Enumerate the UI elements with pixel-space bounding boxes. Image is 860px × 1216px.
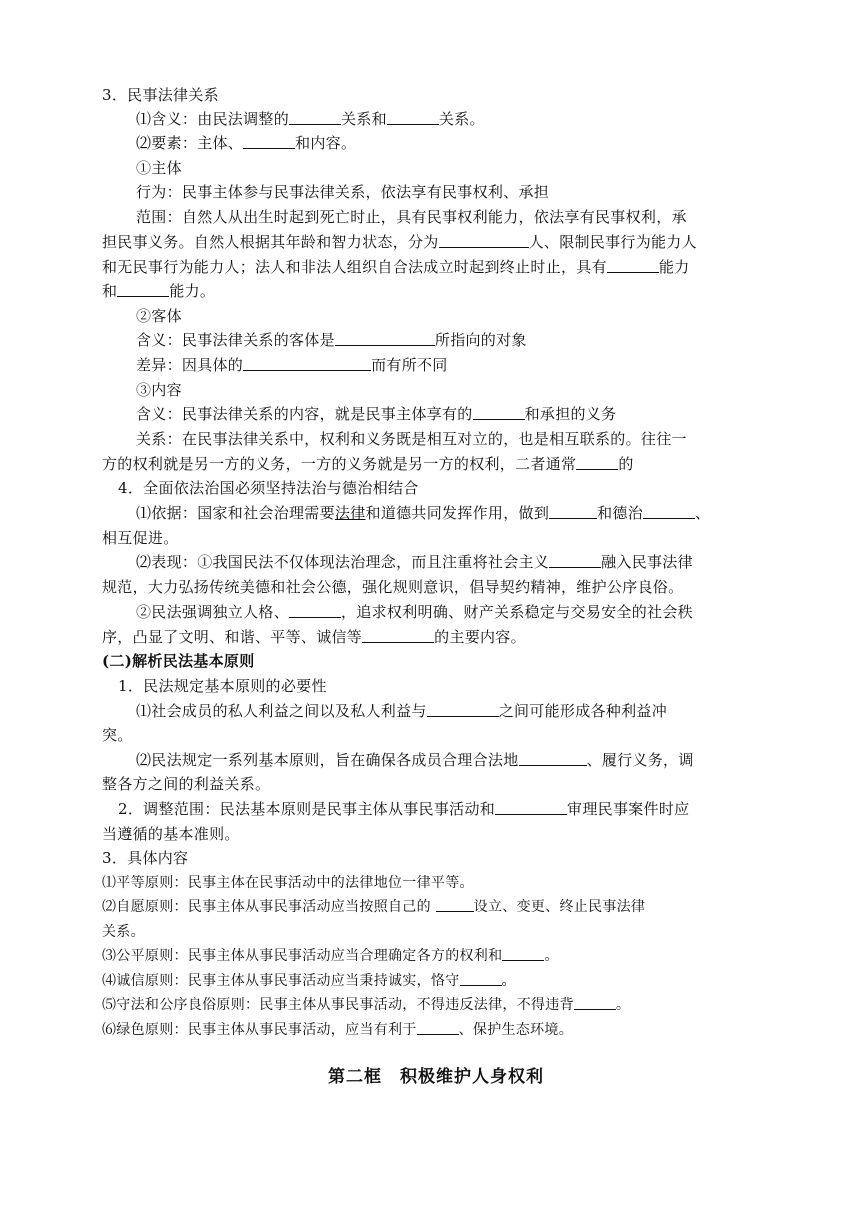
necessity-1: ⑴社会成员的私人利益之间以及私人利益与 之间可能形成各种利益冲	[136, 702, 668, 720]
necessity-2: ⑵民法规定一系列基本原则，旨在确保各成员合理合法地 、履行义务，调	[136, 751, 694, 769]
blank	[289, 109, 341, 125]
blank	[243, 355, 371, 371]
principle-good-faith: ⑷诚信原则：民事主体从事民事活动应当秉持诚实，恪守 。	[102, 970, 516, 992]
elements-line: ⑵要素：主体、 和内容。	[136, 134, 357, 152]
blank	[417, 1019, 459, 1035]
blank	[549, 552, 601, 568]
performance-line-4: 序，凸显了文明、和谐、平等、诚信等 的主要内容。	[102, 628, 526, 646]
subject-scope-4: 和 能力。	[102, 282, 216, 300]
basis-line-2: 相互促进。	[102, 529, 179, 547]
heading-civil-legal-relations: 3．民事法律关系	[102, 86, 219, 104]
object-label: ②客体	[136, 307, 182, 325]
object-difference: 差异：因具体的 而有所不同	[136, 356, 448, 374]
blank	[607, 257, 659, 273]
subject-scope-2: 担民事义务。自然人根据其年龄和智力状态，分为 人、限制民事行为能力人	[102, 233, 697, 251]
blank	[473, 404, 525, 420]
principle-voluntariness-cont: 关系。	[102, 924, 145, 940]
subject-label: ①主体	[136, 159, 182, 177]
blank	[427, 701, 499, 717]
principle-equality: ⑴平等原则：民事主体在民事活动中的法律地位一律平等。	[102, 875, 474, 891]
necessity-1-cont: 突。	[102, 726, 133, 744]
performance-line-2: 规范，大力弘扬传统美德和社会公德，强化规则意识，倡导契约精神，维护公序良俗。	[102, 578, 684, 596]
performance-line-3: ②民法强调独立人格、 ，追求权利明确、财产关系稳定与交易安全的社会秩	[136, 603, 693, 621]
basis-line: ⑴依据：国家和社会治理需要法律和道德共同发挥作用，做到 和德治 、	[136, 504, 711, 522]
blank	[387, 109, 439, 125]
blank	[549, 503, 597, 519]
necessity-heading: 1．民法规定基本原则的必要性	[118, 677, 327, 695]
blank	[502, 945, 544, 961]
scope-line: 2．调整范围：民法基本原则是民事主体从事民事活动和 审理民事案件时应	[118, 800, 690, 818]
next-section-title: 第二框 积极维护人身权利	[328, 1067, 544, 1087]
principle-public-order: ⑸守法和公序良俗原则：民事主体从事民事活动，不得违反法律，不得违背 。	[102, 994, 630, 1016]
content-relation-1: 关系：在民事法律关系中，权利和义务既是相互对立的，也是相互联系的。往往一	[136, 430, 687, 448]
principle-voluntariness: ⑵自愿原则：民事主体从事民事活动应当按照自己的 设立、变更、终止民事法律	[102, 896, 645, 918]
blank	[335, 330, 435, 346]
performance-line-1: ⑵表现：①我国民法不仅体现法治理念，而且注重将社会主义 融入民事法律	[136, 553, 693, 571]
blank	[436, 896, 474, 912]
blank	[574, 994, 616, 1010]
blank	[643, 503, 695, 519]
subject-behavior: 行为：民事主体参与民事法律关系，依法享有民事权利、承担	[136, 183, 550, 201]
principle-fairness: ⑶公平原则：民事主体从事民事活动应当合理确定各方的权利和 。	[102, 945, 559, 967]
blank	[519, 750, 587, 766]
content-relation-2: 方的权利就是另一方的义务，一方的义务就是另一方的权利，二者通常 的	[102, 455, 634, 473]
contents-heading: 3．具体内容	[102, 849, 189, 867]
necessity-2-cont: 整各方之间的利益关系。	[102, 775, 271, 793]
subject-scope-1: 范围：自然人从出生时起到死亡时止，具有民事权利能力，依法享有民事权利，承	[136, 208, 687, 226]
content-label: ③内容	[136, 381, 182, 399]
blank	[495, 799, 567, 815]
scope-line-cont: 当遵循的基本准则。	[102, 825, 240, 843]
blank	[362, 627, 434, 643]
content-meaning: 含义：民事法律关系的内容，就是民事主体享有的 和承担的义务	[136, 405, 617, 423]
blank	[460, 970, 502, 986]
blank	[576, 454, 618, 470]
section-heading-principles: (二)解析民法基本原则	[102, 652, 255, 670]
object-meaning: 含义：民事法律关系的客体是 所指向的对象	[136, 331, 527, 349]
blank	[439, 232, 529, 248]
blank	[289, 602, 341, 618]
heading-rule-of-law-and-virtue: 4．全面依法治国必须坚持法治与德治相结合	[118, 479, 419, 497]
blank	[243, 133, 295, 149]
meaning-line: ⑴含义：由民法调整的 关系和 关系。	[136, 110, 485, 128]
subject-scope-3: 和无民事行为能力人；法人和非法人组织自合法成立时起到终止时止，具有 能力	[102, 258, 690, 276]
principle-green: ⑹绿色原则：民事主体从事民事活动，应当有利于 、保护生态环境。	[102, 1019, 573, 1041]
blank	[117, 281, 169, 297]
